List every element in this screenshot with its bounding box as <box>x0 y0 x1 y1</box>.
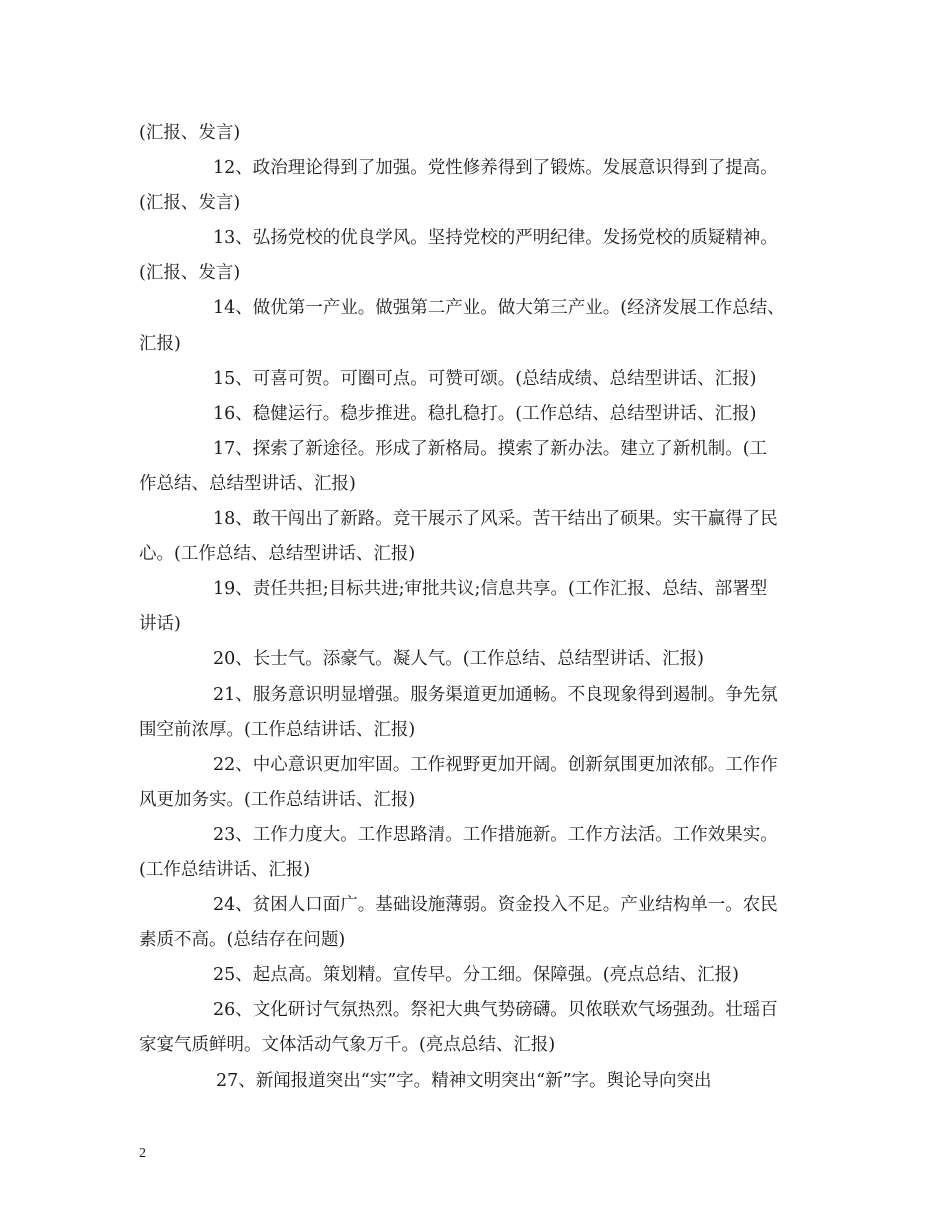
document-line: (汇报、发言) <box>139 263 241 284</box>
document-line: 心。(工作总结、总结型讲话、汇报) <box>139 544 416 565</box>
document-line: 14、做优第一产业。做强第二产业。做大第三产业。(经济发展工作总结、 <box>213 298 785 319</box>
document-line: 17、探索了新途径。形成了新格局。摸索了新办法。建立了新机制。(工 <box>213 438 768 459</box>
document-line: (汇报、发言) <box>139 193 241 214</box>
document-line: 27、新闻报道突出“实”字。精神文明突出“新”字。舆论导向突出 <box>216 1070 712 1091</box>
document-line: 25、起点高。策划精。宣传早。分工细。保障强。(亮点总结、汇报) <box>213 965 739 986</box>
document-line: 围空前浓厚。(工作总结讲话、汇报) <box>139 719 416 740</box>
document-line: 19、责任共担;目标共进;审批共议;信息共享。(工作汇报、总结、部署型 <box>213 579 768 600</box>
document-line: (工作总结讲话、汇报) <box>139 859 311 880</box>
document-line: 22、中心意识更加牢固。工作视野更加开阔。创新氛围更加浓郁。工作作 <box>213 754 778 775</box>
document-line: 作总结、总结型讲话、汇报) <box>139 473 356 494</box>
document-line: 讲话) <box>139 614 181 635</box>
document-line: 15、可喜可贺。可圈可点。可赞可颂。(总结成绩、总结型讲话、汇报) <box>213 368 757 389</box>
document-line: 16、稳健运行。稳步推进。稳扎稳打。(工作总结、总结型讲话、汇报) <box>213 403 757 424</box>
document-line: 12、政治理论得到了加强。党性修养得到了锻炼。发展意识得到了提高。 <box>213 158 778 179</box>
document-line: 素质不高。(总结存在问题) <box>139 930 346 951</box>
page-number: 2 <box>139 1146 146 1161</box>
document-line: 风更加务实。(工作总结讲话、汇报) <box>139 789 416 810</box>
document-line: 26、文化研讨气氛热烈。祭祀大典气势磅礴。贝侬联欢气场强劲。壮瑶百 <box>213 1000 778 1021</box>
document-line: 汇报) <box>139 333 181 354</box>
document-line: 24、贫困人口面广。基础设施薄弱。资金投入不足。产业结构单一。农民 <box>213 895 778 916</box>
document-body <box>139 116 819 1099</box>
document-line: 18、敢干闯出了新路。竞干展示了风采。苦干结出了硕果。实干赢得了民 <box>213 509 778 530</box>
document-line: 23、工作力度大。工作思路清。工作措施新。工作方法活。工作效果实。 <box>213 824 778 845</box>
document-line: (汇报、发言) <box>139 123 241 143</box>
document-line: 13、弘扬党校的优良学风。坚持党校的严明纪律。发扬党校的质疑精神。 <box>213 228 778 249</box>
document-line: 家宴气质鲜明。文体活动气象万千。(亮点总结、汇报) <box>139 1035 556 1056</box>
document-line: 20、长士气。添豪气。凝人气。(工作总结、总结型讲话、汇报) <box>213 649 704 670</box>
document-line: 21、服务意识明显增强。服务渠道更加通畅。不良现象得到遏制。争先氛 <box>213 684 778 705</box>
